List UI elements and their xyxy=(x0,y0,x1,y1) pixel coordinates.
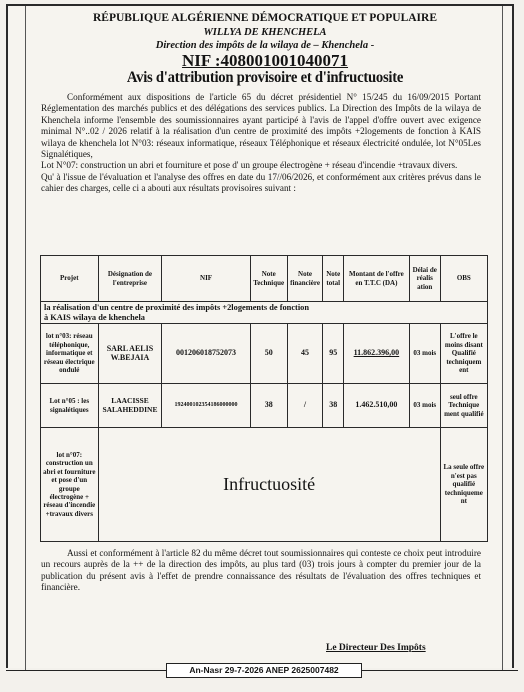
cell-projet: Lot n°05 : les signalétiques xyxy=(41,384,99,428)
th-entreprise: Désignation de l'entreprise xyxy=(98,256,162,302)
section-line-1: la réalisation d'un centre de proximité des impôts +2logements de fonction xyxy=(44,303,310,312)
publication-tag: An-Nasr 29-7-2026 ANEP 2625007482 xyxy=(166,663,362,678)
header-republic: RÉPUBLIQUE ALGÉRIENNE DÉMOCRATIQUE ET POPULAIRE xyxy=(93,12,437,24)
th-note-financiere: Note financière xyxy=(287,256,323,302)
table-section-row xyxy=(41,302,488,324)
table-row xyxy=(41,324,488,384)
body-paragraph-1: Conformément aux dispositions de l'article 65 du décret présidentiel N° 15/245 du 16/09/2015 Portant Réglementation des marchés publics et des délégations des services publics. La Direction des Impôts de la wilaya de Khenchela informe l'ensemble des soumissionnaires ayant participé à l'avis de l'appel d'offre ouvert avec exigence minimal N°..02 / 2026 relatif à la réalisation d'un centre de proximité des impôts +2logements de fonction à KAIS wilaya de khenchela lot N°03: réseaux informatique, réseaux Téléphonique et réseaux électricité ondulée, lot N°05Les Signalétiques, xyxy=(41,92,481,160)
cell-obs: seul offre Technique ment qualifié xyxy=(440,384,487,428)
signature: Le Directeur Des Impôts xyxy=(326,643,426,653)
notice-body xyxy=(41,92,481,195)
cell-note-technique: 38 xyxy=(250,384,287,428)
document-frame xyxy=(6,4,514,668)
table-header-row xyxy=(41,256,488,302)
table-row xyxy=(41,428,488,542)
notice-title: Avis d'attribution provisoire et d'infructuosite xyxy=(126,69,404,86)
header-wilaya: WILLYA DE KHENCHELA xyxy=(203,27,327,38)
nif-value: NIF :408001001040071 xyxy=(181,51,349,70)
cell-nif: 192400102354186000000 xyxy=(162,384,250,428)
body-paragraph-3: Qu' à l'issue de l'évaluation et l'analyse des offres en date du 17//06/2026, et conformément aux critères prévus dans le cahier des charges, celle ci a abouti aux résultats provisoires suivant : xyxy=(41,171,481,194)
cell-note-total: 38 xyxy=(323,384,344,428)
th-note-total: Note total xyxy=(323,256,344,302)
cell-note-technique: 50 xyxy=(250,324,287,384)
th-note-technique: Note Technique xyxy=(250,256,287,302)
cell-projet: lot n°07: construction un abri et fourniture et pose d'un groupe électrogène + réseau d'incendie +travaux divers xyxy=(41,428,99,542)
cell-note-total: 95 xyxy=(323,324,344,384)
body-paragraph-2: Lot N°07: construction un abri et fourniture et pose d' un groupe électrogène + réseau d'incendie +travaux divers. xyxy=(41,160,458,171)
cell-obs: L'offre le moins disant Qualifié techniquem ent xyxy=(440,324,487,384)
cell-montant xyxy=(344,324,410,384)
th-delai: Délai de réalis ation xyxy=(409,256,440,302)
nif-line xyxy=(26,52,504,70)
cell-nif: 001206018752073 xyxy=(162,324,250,384)
results-table xyxy=(40,255,488,542)
cell-note-financiere: 45 xyxy=(287,324,323,384)
document-inner-frame xyxy=(25,6,503,670)
cell-delai: 03 mois xyxy=(409,324,440,384)
cell-montant: 1.462.510,00 xyxy=(344,384,410,428)
cell-note-financiere: / xyxy=(287,384,323,428)
th-nif: NIF xyxy=(162,256,250,302)
th-montant: Montant de l'offre en T.T.C (DA) xyxy=(344,256,410,302)
cell-entreprise: SARL AELIS W.BEJAIA xyxy=(98,324,162,384)
table-row xyxy=(41,384,488,428)
cell-obs: La seule offre n'est pas qualifié techniqueme nt xyxy=(440,428,487,542)
montant-value: 11.862.396,00 xyxy=(353,348,400,358)
footer-paragraph: Aussi et conformément à l'article 82 du même décret tout soumissionnaires qui conteste ce choix peut introduire un recours auprès de la ++ de la direction des impôts, au plus tard (03) trois jours à compter du premier jour de la publication du présent avis à l'effet de prendre connaissance des résultats de l'évaluation des offres techniques et financière. xyxy=(41,548,481,593)
header-direction: Direction des impôts de la wilaya de – Khenchela - xyxy=(155,40,375,51)
notice-footer xyxy=(41,548,481,594)
th-projet: Projet xyxy=(41,256,99,302)
th-obs: OBS xyxy=(440,256,487,302)
section-cell xyxy=(41,302,488,324)
cell-entreprise: LAACISSE SALAHEDDINE xyxy=(98,384,162,428)
cell-projet: lot n°03: réseau téléphonique, informatique et réseau électrique ondulé xyxy=(41,324,99,384)
cell-infructuosite: Infructuosité xyxy=(98,428,440,542)
section-line-2: à KAIS wilaya de khenchela xyxy=(44,312,145,322)
cell-delai: 03 mois xyxy=(409,384,440,428)
